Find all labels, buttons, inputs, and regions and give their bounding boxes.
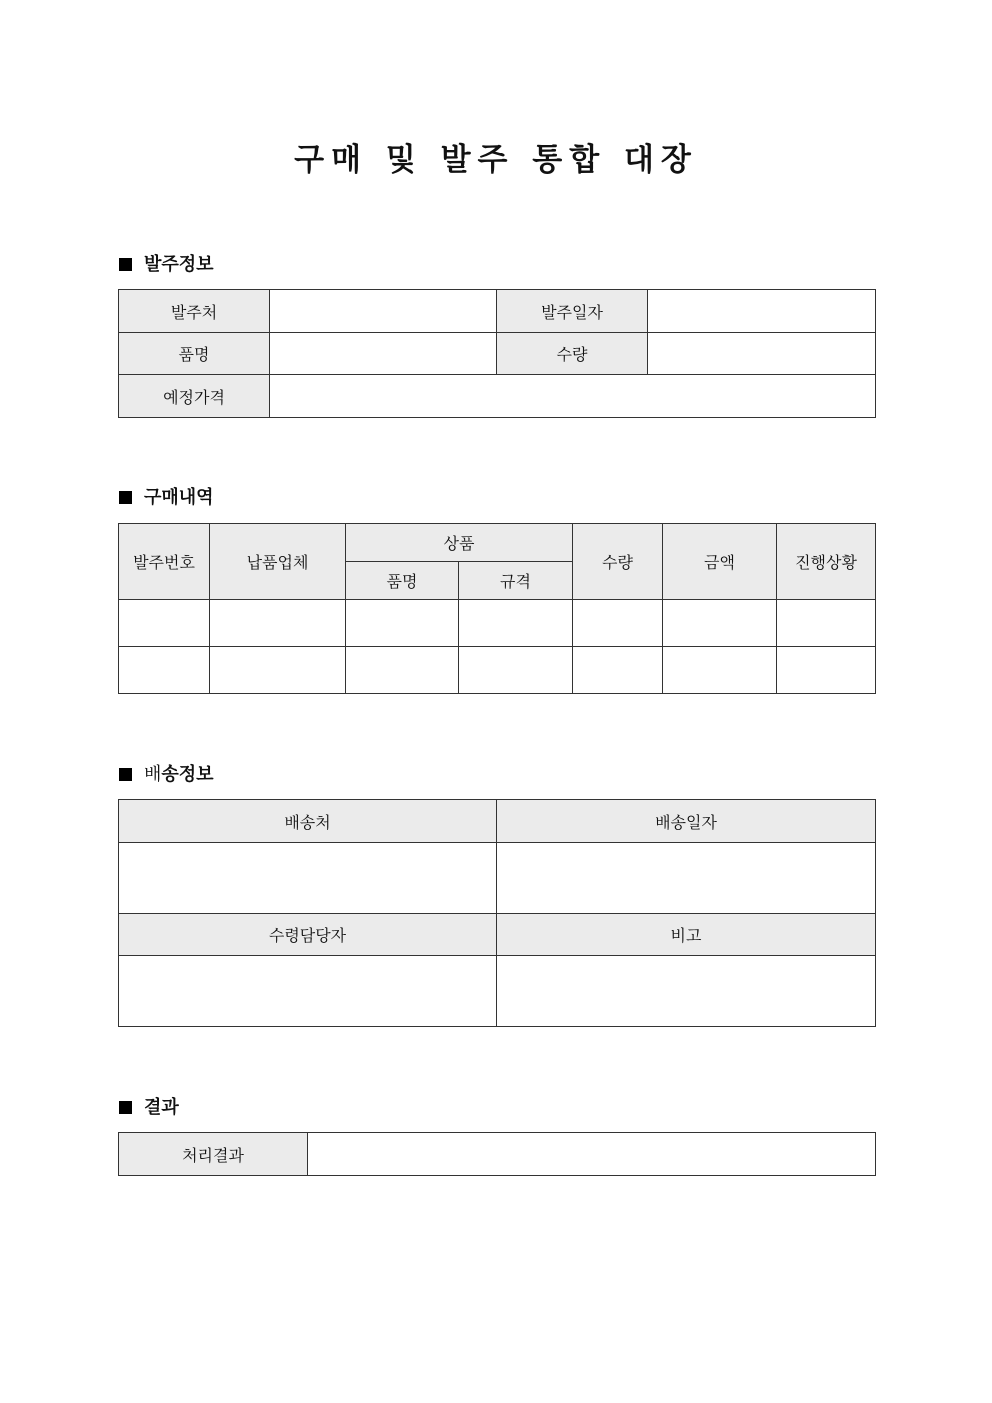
order-date-field[interactable] xyxy=(648,290,876,333)
label-order-date: 발주일자 xyxy=(497,290,648,333)
quantity-field[interactable] xyxy=(648,333,876,375)
header-product: 상품 xyxy=(346,524,573,562)
item-name-field[interactable] xyxy=(270,333,497,375)
table-cell[interactable] xyxy=(119,647,210,694)
page-title: 구매 및 발주 통합 대장 xyxy=(294,142,698,178)
expected-price-field[interactable] xyxy=(270,375,876,418)
section-title-part1: 배 xyxy=(144,764,162,785)
section-heading-order-info xyxy=(119,253,214,277)
table-cell[interactable] xyxy=(459,647,573,694)
header-amount: 금액 xyxy=(663,524,777,600)
table-row xyxy=(119,600,876,647)
section-title-part2: 송정보 xyxy=(161,764,214,785)
receiver-field[interactable] xyxy=(119,956,497,1027)
label-remarks: 비고 xyxy=(497,914,876,956)
section-heading-result xyxy=(119,1096,179,1120)
delivery-info-table xyxy=(118,799,876,1027)
table-cell[interactable] xyxy=(777,600,876,647)
orderer-field[interactable] xyxy=(270,290,497,333)
section-title: 구매내역 xyxy=(144,487,214,508)
header-product-name: 품명 xyxy=(346,562,459,600)
label-result: 처리결과 xyxy=(119,1133,308,1176)
label-receiver: 수령담당자 xyxy=(119,914,497,956)
section-heading-delivery-info xyxy=(119,763,214,787)
purchase-details-table xyxy=(118,523,876,694)
table-cell[interactable] xyxy=(459,600,573,647)
table-cell[interactable] xyxy=(573,647,663,694)
order-info-table xyxy=(118,289,876,418)
table-cell[interactable] xyxy=(663,647,777,694)
label-item-name: 품명 xyxy=(119,333,270,375)
square-bullet-icon xyxy=(119,768,132,781)
destination-field[interactable] xyxy=(119,843,497,914)
table-cell[interactable] xyxy=(573,600,663,647)
table-cell[interactable] xyxy=(777,647,876,694)
remarks-field[interactable] xyxy=(497,956,876,1027)
table-cell[interactable] xyxy=(346,600,459,647)
table-row xyxy=(119,647,876,694)
section-heading-purchase-details xyxy=(119,486,214,510)
square-bullet-icon xyxy=(119,258,132,271)
header-status: 진행상황 xyxy=(777,524,876,600)
section-title: 결과 xyxy=(144,1097,179,1118)
square-bullet-icon xyxy=(119,491,132,504)
header-spec: 규격 xyxy=(459,562,573,600)
header-order-no: 발주번호 xyxy=(119,524,210,600)
table-cell[interactable] xyxy=(210,647,346,694)
table-cell[interactable] xyxy=(663,600,777,647)
label-orderer: 발주처 xyxy=(119,290,270,333)
table-cell[interactable] xyxy=(119,600,210,647)
header-supplier: 납품업체 xyxy=(210,524,346,600)
delivery-date-field[interactable] xyxy=(497,843,876,914)
label-destination: 배송처 xyxy=(119,800,497,843)
label-quantity: 수량 xyxy=(497,333,648,375)
table-cell[interactable] xyxy=(346,647,459,694)
label-expected-price: 예정가격 xyxy=(119,375,270,418)
square-bullet-icon xyxy=(119,1101,132,1114)
header-quantity: 수량 xyxy=(573,524,663,600)
section-title: 발주정보 xyxy=(144,254,214,275)
result-field[interactable] xyxy=(308,1133,876,1176)
table-cell[interactable] xyxy=(210,600,346,647)
result-table xyxy=(118,1132,876,1176)
label-delivery-date: 배송일자 xyxy=(497,800,876,843)
